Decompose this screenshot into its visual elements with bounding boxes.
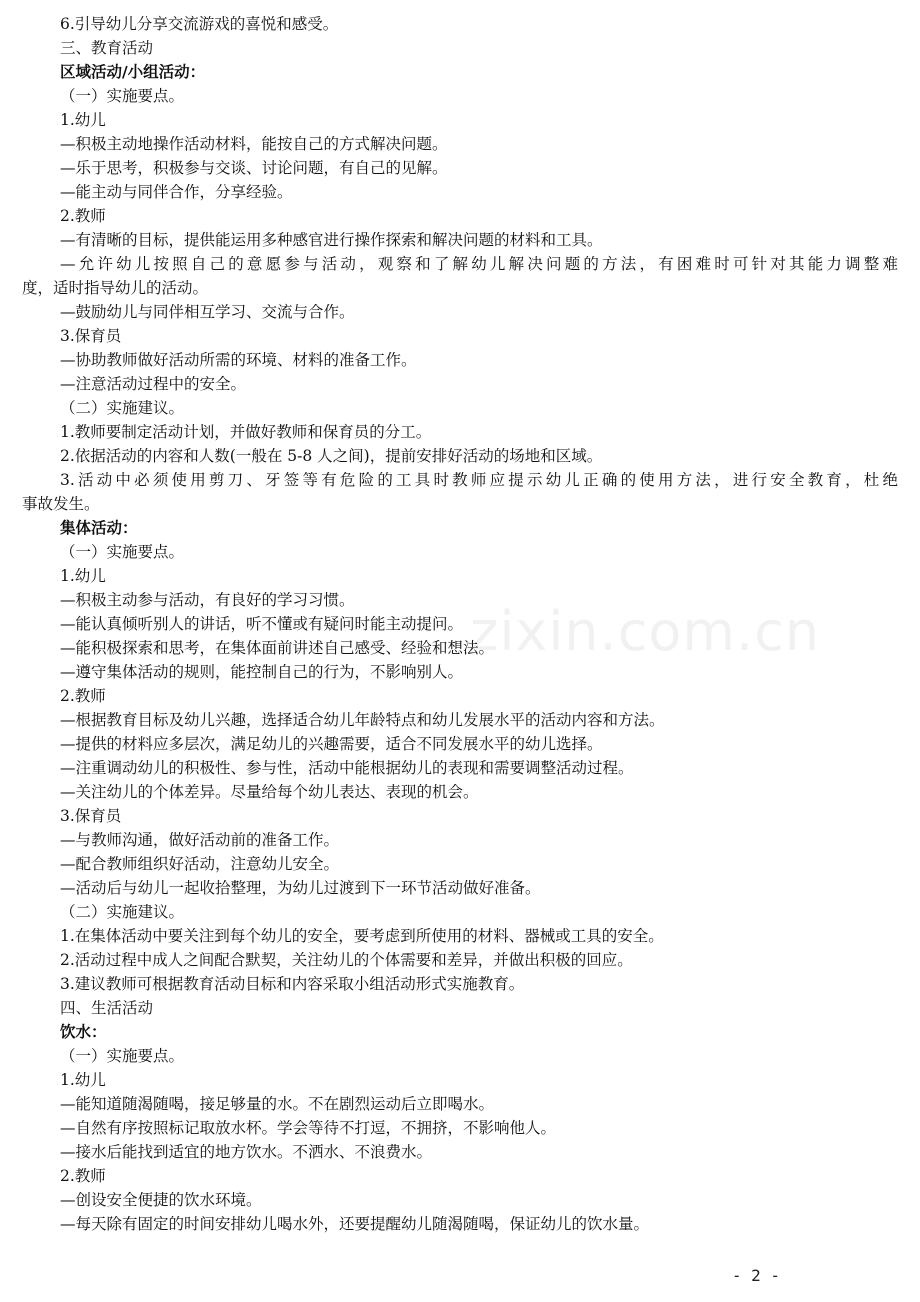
text-line: —能主动与同伴合作，分享经验。 <box>60 183 293 201</box>
text-line: —提供的材料应多层次，满足幼儿的兴趣需要，适合不同发展水平的幼儿选择。 <box>60 735 603 753</box>
text-line: —鼓励幼儿与同伴相互学习、交流与合作。 <box>60 303 355 321</box>
text-line: 1.在集体活动中要关注到每个幼儿的安全，要考虑到所使用的材料、器械或工具的安全。 <box>60 927 664 945</box>
text-line-continuation: 度，适时指导幼儿的活动。 <box>22 279 209 297</box>
text-line: —乐于思考，积极参与交谈、讨论问题，有自己的见解。 <box>60 159 448 177</box>
text-line: 1.教师要制定活动计划，并做好教师和保育员的分工。 <box>60 423 432 441</box>
text-line: —能知道随渴随喝，接足够量的水。不在剧烈运动后立即喝水。 <box>60 1095 495 1113</box>
section-heading: 三、教育活动 <box>60 39 154 57</box>
text-line: —每天除有固定的时间安排幼儿喝水外，还要提醒幼儿随渴随喝，保证幼儿的饮水量。 <box>60 1215 650 1233</box>
text-line-continuation: 事故发生。 <box>22 495 100 513</box>
text-line: —协助教师做好活动所需的环境、材料的准备工作。 <box>60 351 417 369</box>
text-line: —积极主动参与活动，有良好的学习习惯。 <box>60 591 355 609</box>
text-line: 3.保育员 <box>60 327 122 345</box>
text-line: —允许幼儿按照自己的意愿参与活动，观察和了解幼儿解决问题的方法，有困难时可针对其能力调整难 <box>60 255 898 273</box>
text-line: 2.活动过程中成人之间配合默契，关注幼儿的个体需要和差异，并做出积极的回应。 <box>60 951 633 969</box>
text-line: 6.引导幼儿分享交流游戏的喜悦和感受。 <box>60 15 339 33</box>
text-line: 2.教师 <box>60 207 106 225</box>
text-line: 3.活动中必须使用剪刀、牙签等有危险的工具时教师应提示幼儿正确的使用方法，进行安全教育，杜绝 <box>60 471 898 489</box>
text-line: —接水后能找到适宜的地方饮水。不洒水、不浪费水。 <box>60 1143 433 1161</box>
text-line: 1.幼儿 <box>60 111 106 129</box>
subsection-heading: 集体活动： <box>60 519 138 537</box>
text-line: —关注幼儿的个体差异。尽量给每个幼儿表达、表现的机会。 <box>60 783 479 801</box>
text-line: —有清晰的目标，提供能运用多种感官进行操作探索和解决问题的材料和工具。 <box>60 231 603 249</box>
text-line: 2.教师 <box>60 687 106 705</box>
subheading: （一）实施要点。 <box>60 543 185 561</box>
text-line: 1.幼儿 <box>60 567 106 585</box>
document-body <box>0 12 920 1236</box>
text-line: —根据教育目标及幼儿兴趣，选择适合幼儿年龄特点和幼儿发展水平的活动内容和方法。 <box>60 711 665 729</box>
text-line: —配合教师组织好活动，注意幼儿安全。 <box>60 855 340 873</box>
text-line: —与教师沟通，做好活动前的准备工作。 <box>60 831 340 849</box>
text-line: —遵守集体活动的规则，能控制自己的行为，不影响别人。 <box>60 663 464 681</box>
subsection-heading: 区域活动/小组活动： <box>60 63 206 81</box>
text-line: —注意活动过程中的安全。 <box>60 375 247 393</box>
text-line: —积极主动地操作活动材料，能按自己的方式解决问题。 <box>60 135 448 153</box>
text-line: —能认真倾听别人的讲话，听不懂或有疑问时能主动提问。 <box>60 615 464 633</box>
text-line: 2.教师 <box>60 1167 106 1185</box>
subheading: （二）实施建议。 <box>60 903 185 921</box>
text-line: —自然有序按照标记取放水杯。学会等待不打逗，不拥挤，不影响他人。 <box>60 1119 557 1137</box>
text-line: —创设安全便捷的饮水环境。 <box>60 1191 262 1209</box>
text-line: 3.建议教师可根据教育活动目标和内容采取小组活动形式实施教育。 <box>60 975 525 993</box>
subheading: （一）实施要点。 <box>60 87 185 105</box>
subheading: （一）实施要点。 <box>60 1047 185 1065</box>
subsection-heading: 饮水： <box>60 1023 107 1041</box>
text-line: 3.保育员 <box>60 807 122 825</box>
section-heading: 四、生活活动 <box>60 999 154 1017</box>
text-line: —活动后与幼儿一起收拾整理，为幼儿过渡到下一环节活动做好准备。 <box>60 879 541 897</box>
text-line: 2.依据活动的内容和人数(一般在 5-8 人之间)，提前安排好活动的场地和区域。 <box>60 447 603 465</box>
text-line: —注重调动幼儿的积极性、参与性，活动中能根据幼儿的表现和需要调整活动过程。 <box>60 759 634 777</box>
text-line: —能积极探索和思考，在集体面前讲述自己感受、经验和想法。 <box>60 639 495 657</box>
watermark: zixin.com.cn <box>470 600 821 663</box>
subheading: （二）实施建议。 <box>60 399 185 417</box>
text-line: 1.幼儿 <box>60 1071 106 1089</box>
page-number: - 2 - <box>731 1266 780 1285</box>
